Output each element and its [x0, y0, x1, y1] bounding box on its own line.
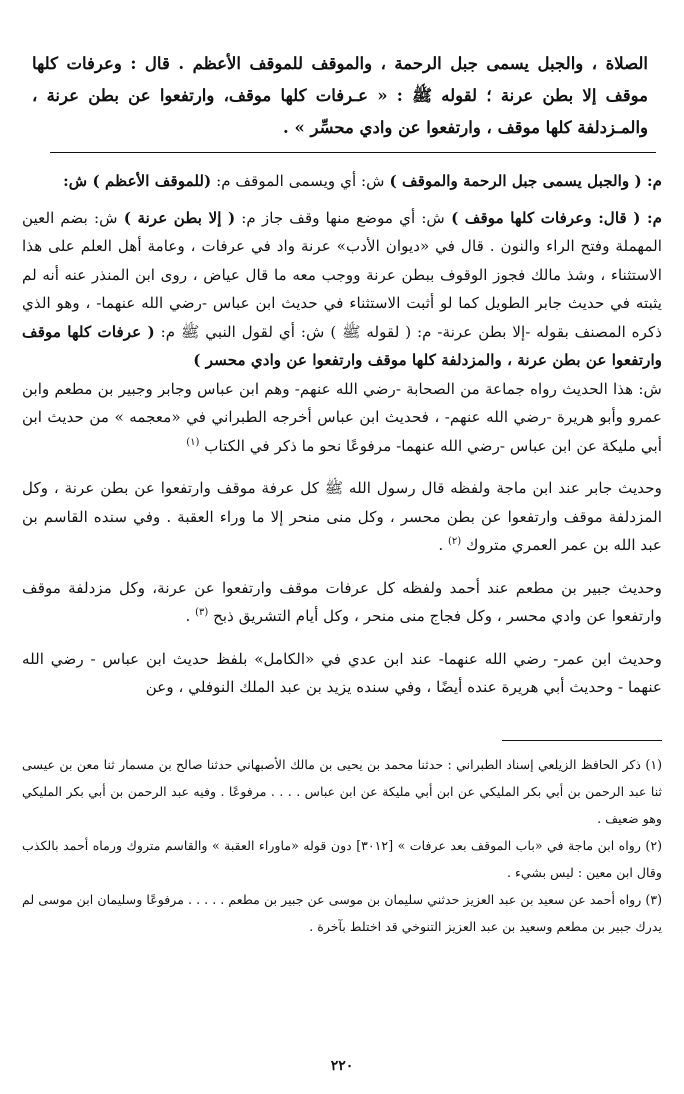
commentary [22, 167, 662, 702]
commentary-text: وحديث ابن عمر- رضي الله عنهما- عند ابن عدي في «الكامل» بلفظ حديث ابن عباس - رضي الله عنهما - وحديث أبي هريرة عنده أيضًا ، وفي سنده يزيد بن عبد الملك النوفلي ، وعن [22, 649, 662, 696]
commentary-text: وحديث جبير بن مطعم عند أحمد ولفظه كل عرفات موقف وارتفعوا عن عرنة، وكل مزدلفة موقف وارتفعوا عن وادي محسر ، وكل فجاج منى منحر ، وكل أيام التشريق ذبح [22, 578, 662, 625]
commentary-paragraph [22, 375, 662, 461]
page-number: ٢٢٠ [330, 1058, 354, 1074]
footnote: (١) ذكر الحافظ الزيلعي إسناد الطبراني : حدثنا محمد بن يحيى بن مالك الأصبهاني حدثنا صالح بن مسمار ثنا معن بن عيسى ثنا عبد الرحمن بن أبي بكر المليكي عن ابن أبي مليكة عن ابن عباس . . . . مرفوعًا . وفيه عبد الرحمن بن أبي بكر المليكي وهو ضعيف . [22, 756, 662, 826]
commentary-paragraph: وحديث جبير بن مطعم عند أحمد ولفظه كل عرفات موقف وارتفعوا عن عرنة، وكل مزدلفة موقف وارتفعوا عن وادي محسر ، وكل فجاج منى منحر ، وكل أيام التشريق ذبح $^{(٣)}$ . [22, 578, 662, 625]
footnote-ref: (٢) [448, 535, 462, 547]
commentary-text: ش: بضم العين المهملة وفتح الراء والنون . قال في «ديوان الأدب» عرنة واد في عرفات ، وعامة أهل العلم على هذا الاستثناء ، وشذ مالك فجوز الوقوف ببطن عرنة ووجب معه ما قال عياض ، روى ابن المنذر عنه أنه لم يثبته في حديث جابر الطويل كما لو أثبت الاستثناء في حديث ابن عباس -رضي الله عنهما- ، وهو الذي ذكره المصنف بقوله -إلا بطن عرنة- م: ( لقوله ﷺ ) ش: أي لقول النبي ﷺ م: [22, 208, 662, 341]
footnote-divider [502, 740, 662, 741]
footnote: (٣) رواه أحمد عن سعيد بن عبد العزيز حدثني سليمان بن موسى عن جبير بن مطعم . . . . . مرفوعًا وسليمان ابن موسى لم يدرك جبير بن مطعم وسعيد بن عبد العزيز التنوخي قد اختلط بآخرة . [22, 891, 662, 934]
footnote-ref: (١) [186, 436, 200, 448]
commentary-text: ش: أي موضع منها وقف جاز م: [235, 208, 452, 227]
footnote: (٢) رواه ابن ماجة في «باب الموقف بعد عرفات » [٣٠١٢] دون قوله «ماوراء العقبة » والقاسم متروك ورماه أحمد بالكذب وقال ابن معين : ليس بشيء . [22, 837, 662, 880]
main-text-divider [50, 152, 656, 153]
matn-quote: م: ( قال: وعرفات كلها موقف ) [451, 208, 662, 227]
matn-quote: (للموقف الأعظم ) ش: [63, 172, 212, 190]
footnotes [22, 751, 662, 940]
main-text: الصلاة ، والجبل يسمى جبل الرحمة ، والموقف للموقف الأعظم . قال : وعرفات كلها موقف إلا بطن عرنة ؛ لقوله ﷺ : « عـرفات كلها موقف، وارتفعوا عن بطن عرنة ، والمـزدلفة كلها موقف ، وارتفعوا عن وادي محسِّر » . [32, 54, 648, 137]
commentary-text: ش: أي ويسمى الموقف م: [211, 172, 390, 190]
footnote-ref: (٣) [195, 606, 209, 618]
matn-quote: ( إلا بطن عرنة ) [123, 208, 236, 227]
matn-quote: ( عرفات كلها موقف وارتفعوا عن بطن عرنة ، والمزدلفة كلها موقف وارتفعوا عن وادي محسر ) [22, 322, 662, 369]
matn-quote: م: ( والجبل يسمى جبل الرحمة والموقف ) [389, 172, 662, 190]
commentary-paragraph [22, 167, 662, 196]
commentary-text: ش: هذا الحديث رواه جماعة من الصحابة -رضي الله عنهم- وهم ابن عباس وجابر وجبير بن مطعم وابن عمرو وأبو هريرة -رضي الله عنهم- ، فحديث ابن عباس أخرجه الطبراني في «معجمه » من حديث ابن أبي مليكة عن ابن عباس -رضي الله عنهما- مرفوعًا نحو ما ذكر في الكتاب [22, 379, 662, 455]
commentary-text: وحديث جابر عند ابن ماجة ولفظه قال رسول الله ﷺ كل عرفة موقف وارتفعوا عن بطن عرنة ، وكل المزدلفة موقف وارتفعوا عن بطن محسر ، وكل منى منحر إلا ما وراء العقبة . وفي سنده القاسم بن عبد الله بن عمر العمري متروك [22, 479, 662, 554]
commentary-paragraph [22, 645, 662, 702]
footnotes-area [22, 740, 662, 940]
commentary-paragraph [22, 204, 662, 375]
commentary-paragraph: وحديث جابر عند ابن ماجة ولفظه قال رسول الله ﷺ كل عرفة موقف وارتفعوا عن بطن عرنة ، وكل المزدلفة موقف وارتفعوا عن بطن محسر ، وكل منى منحر إلا ما وراء العقبة . وفي سنده القاسم بن عبد الله بن عمر العمري متروك $^{(٢)}$ . [22, 479, 662, 554]
